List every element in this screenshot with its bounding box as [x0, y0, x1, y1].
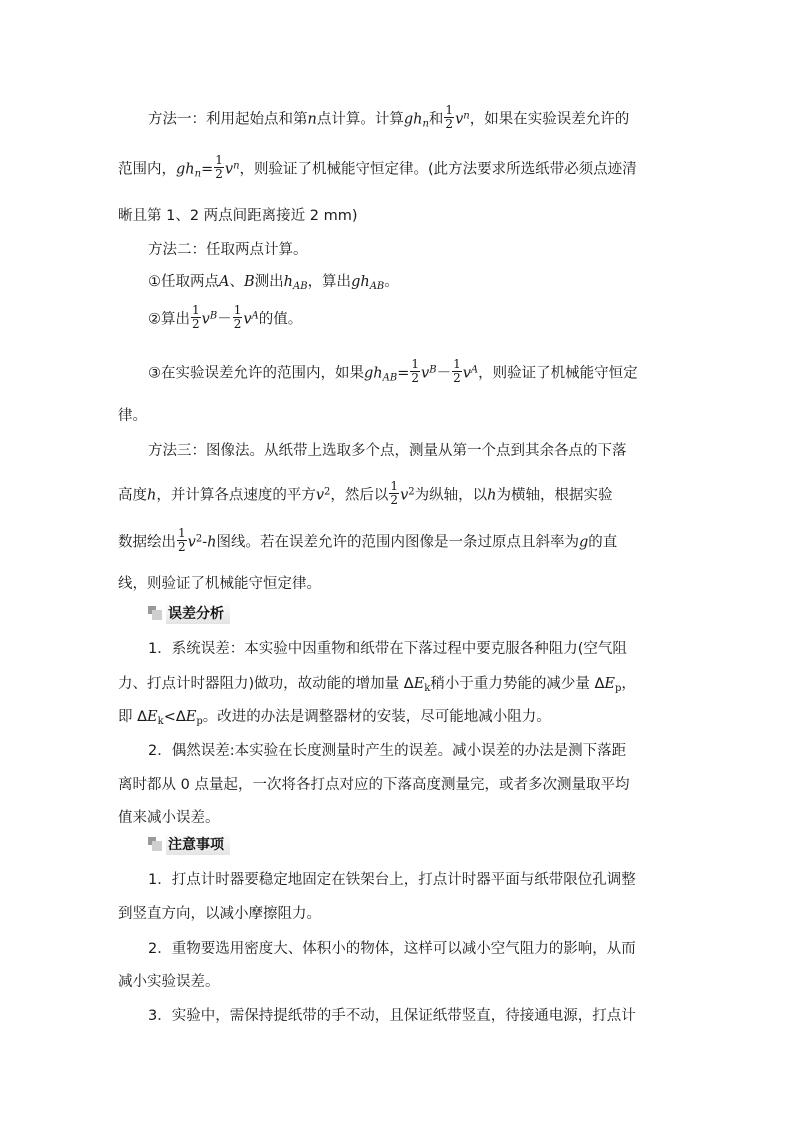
fraction-half [233, 304, 243, 331]
frac-den: 2 [192, 317, 200, 331]
frac-num: 1 [192, 303, 200, 317]
section-marker-icon [148, 606, 162, 620]
text: 3．实验中，需保持提纸带的手不动，且保证纸带竖直，待接通电源，打点计 [148, 1008, 636, 1024]
fraction-half [214, 154, 224, 181]
var-v: v [421, 365, 430, 382]
text: 减小实验误差。 [118, 974, 220, 990]
method2-step-3-cont [118, 404, 147, 425]
subscript-AB: AB [292, 281, 308, 292]
var-v: v [455, 111, 464, 128]
method3-line-4 [118, 572, 321, 593]
text: ③在实验误差允许的范围内，如果 [148, 365, 364, 382]
fraction-half [191, 304, 201, 331]
subscript-n: n [194, 168, 202, 180]
text: ， [621, 676, 636, 692]
frac-num: 1 [233, 303, 242, 317]
frac-num: 1 [411, 357, 419, 371]
text: ②算出 [148, 311, 190, 328]
text: ，并计算各点速度的平方 [156, 487, 316, 504]
text: 方法二：任取两点计算。 [148, 242, 308, 258]
text: 1．系统误差：本实验中因重物和纸带在下落过程中要克服各种阻力(空气阻 [148, 641, 627, 657]
fraction-half [410, 358, 420, 385]
superscript-2: 2 [408, 486, 415, 498]
notes-n1-line-2 [118, 902, 321, 923]
method1-line-3 [118, 204, 358, 225]
text: 1．打点计时器要稳定地固定在铁架台上，打点计时器平面与纸带限位孔调整 [148, 872, 636, 888]
text: 。 [384, 274, 399, 290]
equals: = [397, 365, 410, 382]
notes-n2-line-2 [118, 970, 220, 991]
frac-den: 2 [178, 540, 186, 554]
method2-step-2 [148, 303, 303, 333]
text: 。改进的办法是调整器材的安装，尽可能地减小阻力。 [202, 709, 551, 725]
text: 离时都从 0 点量起，一次将各打点对应的下落高度测量完，或者多次测量取平均 [118, 777, 630, 793]
equals: = [201, 161, 214, 178]
text: 数据绘出 [118, 534, 176, 551]
text: 线，则验证了机械能守恒定律。 [118, 576, 321, 592]
text: 到竖直方向，以减小摩擦阻力。 [118, 906, 321, 922]
text: 方法三：图像法。从纸带上选取多个点，测量从第一个点到其余各点的下落 [148, 443, 627, 459]
text: 的直 [588, 534, 618, 551]
frac-den: 2 [453, 371, 461, 385]
method3-line-2 [118, 479, 613, 509]
var-v: v [400, 487, 409, 504]
var-v: v [462, 365, 471, 382]
subscript-k: k [157, 716, 164, 727]
text: 值来减小误差。 [118, 810, 220, 826]
frac-num: 1 [215, 153, 223, 167]
method2-step-3 [148, 357, 638, 387]
text: ，则验证了机械能守恒定律。(此方法要求所选纸带必须点迹清 [239, 161, 637, 178]
var-h: h [283, 274, 293, 290]
superscript-2: 2 [195, 533, 203, 545]
text: ，如果在实验误差允许的 [469, 111, 630, 128]
subscript-AB: AB [382, 372, 398, 384]
notes-n1-line-1 [148, 868, 636, 889]
notes-heading [148, 834, 230, 854]
frac-den: 2 [390, 493, 399, 507]
error-p2-line-3 [118, 806, 220, 827]
superscript-A: A [251, 310, 259, 322]
text: 2．偶然误差:本实验在长度测量时产生的误差。减小误差的办法是测下落距 [148, 743, 627, 759]
minus: － [217, 311, 232, 328]
frac-den: 2 [411, 371, 419, 385]
text: 范围内， [118, 161, 176, 178]
subscript-p: p [614, 683, 622, 694]
section-title: 误差分析 [166, 602, 230, 624]
var-g: g [578, 534, 589, 551]
var-gh: gh [176, 161, 195, 178]
var-B: B [243, 274, 255, 290]
method1-line-2 [118, 153, 637, 183]
subscript-p: p [196, 716, 203, 727]
superscript-A: A [470, 364, 479, 376]
subscript-n: n [422, 118, 429, 130]
var-E: E [185, 709, 197, 725]
text: 方法一：利用起始点和第 [148, 111, 308, 128]
superscript-2: 2 [324, 486, 331, 498]
error-p1-line-2 [118, 672, 636, 694]
frac-num: 1 [390, 479, 399, 493]
var-h: h [207, 534, 217, 551]
text: 2．重物要选用密度大、体积小的物体，这样可以减小空气阻力的影响，从而 [148, 941, 636, 957]
var-v: v [201, 311, 210, 328]
method1-line-1 [148, 103, 630, 133]
var-gh: gh [351, 274, 370, 290]
text: 稍小于重力势能的减少量 Δ [430, 676, 605, 692]
var-n: n [307, 111, 317, 128]
hyphen: - [202, 534, 208, 551]
var-v: v [315, 487, 325, 504]
section-title: 注意事项 [166, 833, 230, 855]
superscript-n: n [463, 110, 470, 122]
fraction-half [452, 358, 462, 385]
var-gh: gh [364, 365, 383, 382]
var-E: E [147, 709, 158, 725]
frac-den: 2 [215, 167, 223, 181]
var-v: v [224, 161, 234, 178]
error-p1-line-3 [118, 705, 551, 727]
error-p2-line-2 [118, 773, 629, 794]
section-marker-icon [148, 837, 162, 851]
var-h: h [487, 487, 497, 504]
text: 图线。若在误差允许的范围内图像是一条过原点且斜率为 [216, 534, 579, 551]
error-p1-line-1 [148, 637, 627, 658]
frac-num: 1 [445, 103, 454, 117]
error-analysis-heading [148, 603, 230, 623]
text: 、 [229, 274, 244, 290]
text: 为横轴，根据实验 [496, 487, 613, 504]
superscript-B: B [429, 364, 437, 376]
text: 和 [428, 111, 444, 128]
fraction-half [444, 104, 454, 131]
superscript-n: n [233, 160, 240, 172]
text: 为纵轴，以 [414, 487, 488, 504]
subscript-k: k [424, 683, 431, 694]
var-v: v [243, 311, 252, 328]
subscript-AB: AB [369, 281, 385, 292]
text: 测出 [254, 274, 284, 290]
var-E: E [604, 676, 615, 692]
text: 高度 [118, 487, 147, 504]
text: 点计算。计算 [316, 111, 404, 128]
text: ①任取两点 [148, 274, 219, 290]
text: <Δ [163, 709, 186, 725]
var-A: A [219, 274, 230, 290]
text: 晰且第 1、2 两点间距离接近 2 mm) [118, 208, 358, 224]
frac-den: 2 [445, 117, 454, 131]
frac-den: 2 [233, 317, 242, 331]
fraction-half [177, 527, 187, 554]
text: 力、打点计时器阻力)做功，故动能的增加量 Δ [118, 676, 414, 692]
method2-step-1 [148, 270, 399, 292]
method3-line-1 [148, 439, 627, 460]
var-v: v [187, 534, 196, 551]
text: 即 Δ [118, 709, 148, 725]
text: 律。 [118, 408, 147, 424]
frac-num: 1 [453, 357, 461, 371]
notes-n3-line-1 [148, 1004, 636, 1025]
method3-line-3 [118, 526, 618, 556]
text: ，算出 [307, 274, 352, 290]
error-p2-line-1 [148, 739, 626, 760]
superscript-B: B [209, 310, 218, 322]
text: ，则验证了机械能守恒定 [478, 365, 638, 382]
fraction-half [389, 480, 399, 507]
var-E: E [413, 676, 425, 692]
notes-n2-line-1 [148, 937, 636, 958]
minus: － [436, 365, 452, 382]
method2-title [148, 238, 308, 259]
frac-num: 1 [178, 526, 186, 540]
var-h: h [147, 487, 157, 504]
text: 的值。 [258, 311, 303, 328]
var-gh: gh [403, 111, 423, 128]
text: ，然后以 [330, 487, 389, 504]
